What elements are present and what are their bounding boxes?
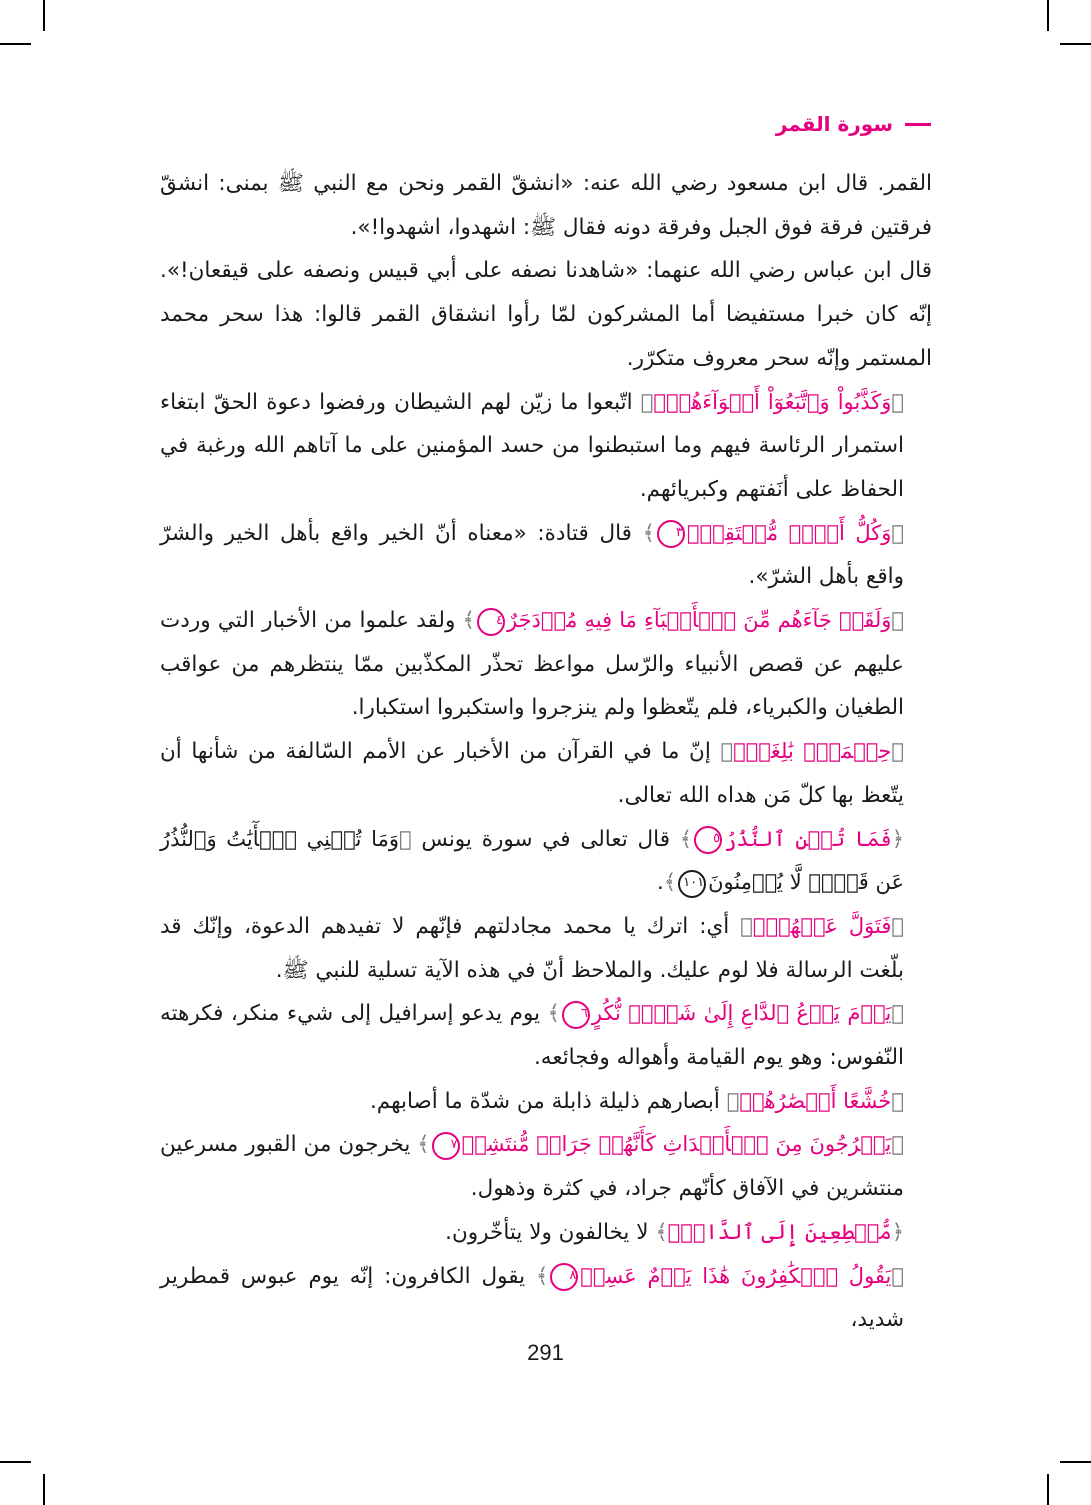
commentary-text: يوم يدعو إسرافيل إلى شيء منكر، فكرهته النّفوس: وهو يوم القيامة وأهواله وفجائعه. bbox=[160, 1001, 904, 1071]
verse-text: يَوۡمَ يَدۡعُ ٱلدَّاعِ إِلَىٰ شَيۡءٖ نُّكُرٍ bbox=[591, 1001, 892, 1026]
verse-text: يَخۡرُجُونَ مِنَ ٱلۡأَجۡدَاثِ كَأَنَّهُمۡ جَرَادٞ مُّنتَشِرٞ bbox=[461, 1132, 892, 1157]
verse-text: حِكۡمَةُۢ بَٰلِغَةٞۖ bbox=[733, 739, 892, 764]
paragraph bbox=[160, 1255, 932, 1342]
ornate-bracket-open-icon: ﴿ bbox=[891, 1219, 904, 1244]
crop-mark-top-right-vertical bbox=[1047, 0, 1049, 31]
commentary-text: قال قتادة: «معناه أنّ الخير واقع بأهل الخير والشرّ واقع بأهل الشرّ». bbox=[160, 520, 904, 590]
crop-mark-top-left-vertical bbox=[43, 0, 45, 31]
paragraph bbox=[160, 162, 932, 249]
paragraph bbox=[160, 730, 932, 817]
quran-verse bbox=[643, 521, 904, 545]
crop-mark-top-right-horizontal bbox=[1060, 43, 1091, 45]
commentary-text: قال ابن عباس رضي الله عنهما: «شاهدنا نصفه على أبي قبيس ونصفه على قيقعان!». إنّه كان خبرا مستفيضا أما المشركون لمّا رأوا انشقاق القمر قالوا: هذا سحر محمد المستمر وإنّه سحر معروف متكرّر. bbox=[160, 258, 932, 371]
ornate-bracket-close-icon: ﴾ bbox=[740, 913, 753, 938]
verse-text: خُشَّعًا أَبۡصَٰرُهُمۡ bbox=[739, 1088, 892, 1113]
ornate-bracket-open-icon: ﴿ bbox=[891, 608, 904, 633]
running-header bbox=[776, 112, 931, 136]
quran-verse bbox=[740, 914, 904, 938]
ornate-bracket-open-icon: ﴿ bbox=[891, 739, 904, 764]
quran-verse bbox=[548, 1001, 904, 1025]
ayah-number-medallion-icon: ١٠١ bbox=[678, 870, 706, 898]
header-rule bbox=[905, 123, 931, 126]
ornate-bracket-close-icon: ﴾ bbox=[720, 739, 734, 764]
commentary-text: يخرجون من القبور مسرعين منتشرين في الآفاق كأنّهم جراد، في كثرة وذهول. bbox=[160, 1132, 904, 1202]
quran-verse bbox=[680, 827, 904, 851]
paragraph bbox=[160, 992, 932, 1079]
crop-mark-bottom-left-horizontal bbox=[0, 1461, 31, 1463]
commentary-text: قال تعالى في سورة يونس bbox=[411, 826, 680, 852]
ornate-bracket-open-icon: ﴿ bbox=[891, 1088, 904, 1113]
ornate-bracket-open-icon: ﴿ bbox=[891, 1001, 905, 1026]
crop-mark-top-left-horizontal bbox=[0, 43, 31, 45]
ornate-bracket-open-icon: ﴿ bbox=[891, 913, 904, 938]
verse-text: يَقُولُ ٱلۡكَٰفِرُونَ هَٰذَا يَوۡمٌ عَسِرٞ bbox=[580, 1263, 892, 1288]
paragraph bbox=[160, 381, 932, 512]
ornate-bracket-close-icon: ﴾ bbox=[535, 1263, 549, 1288]
verse-text: فَتَوَلَّ عَنۡهُمۡۘ bbox=[752, 913, 892, 938]
ayah-number-medallion-icon: ٣ bbox=[657, 520, 685, 548]
ornate-bracket-close-icon: ﴾ bbox=[726, 1088, 740, 1113]
ornate-bracket-open-icon: ﴿ bbox=[398, 826, 412, 851]
paragraph bbox=[160, 1123, 932, 1210]
commentary-text: ولقد علموا من الأخبار التي وردت عليهم عن قصص الأنبياء والرّسل مواعظ تحذّر المكذّبين ممّا ينتظرهم من عواقب الطغيان والكبرياء، فلم يتّعظوا ولم ينزجروا واستكبروا استكبارا. bbox=[160, 608, 904, 721]
verse-text: مُّهۡطِعِينَ إِلَى ٱلدَّاعِۖ bbox=[667, 1219, 892, 1244]
quran-verse bbox=[417, 1132, 904, 1156]
ayah-number-medallion-icon: ٥ bbox=[694, 826, 722, 854]
ayah-number-medallion-icon: ٤ bbox=[477, 608, 505, 636]
verse-text: وَكُلُّ أَمۡرٖ مُّسۡتَقِرّٞ bbox=[686, 520, 892, 545]
surah-title: سورة القمر bbox=[775, 112, 893, 136]
ornate-bracket-close-icon: ﴾ bbox=[679, 826, 693, 851]
commentary-text: . bbox=[656, 870, 664, 896]
paragraph bbox=[160, 599, 932, 730]
ornate-bracket-open-icon: ﴿ bbox=[891, 1263, 904, 1288]
commentary-text: اتّبعوا ما زيّن لهم الشيطان ورفضوا دعوة الحقّ ابتغاء استمرار الرئاسة فيهم وما استبطنوا من حسد المؤمنين على ما آتاهم الله ورغبة في الحفاظ على أنَفتهم وكبريائهم. bbox=[160, 389, 904, 502]
ornate-bracket-open-icon: ﴿ bbox=[891, 389, 905, 414]
ornate-bracket-close-icon: ﴾ bbox=[663, 870, 677, 895]
ornate-bracket-close-icon: ﴾ bbox=[640, 389, 654, 414]
ornate-bracket-close-icon: ﴾ bbox=[462, 608, 475, 633]
quran-verse bbox=[641, 390, 904, 414]
crop-mark-bottom-left-vertical bbox=[43, 1474, 45, 1505]
commentary-text: أي: اترك يا محمد مجادلتهم فإنّهم لا تفيدهم الدعوة، وإنّك قد بلّغت الرسالة فلا لوم عليك. والملاحظ أنّ في هذه الآية تسلية للنبي ﷺ. bbox=[160, 913, 904, 983]
ornate-bracket-close-icon: ﴾ bbox=[547, 1001, 560, 1026]
commentary-text: أبصارهم ذليلة ذابلة من شدّة ما أصابهم. bbox=[369, 1088, 727, 1114]
verse-text: وَمَا تُغۡنِي ٱلۡأٓيَٰتُ وَٱلنُّذُرُ عَن قَوۡمٖ لَّا يُؤۡمِنُونَ bbox=[160, 826, 904, 895]
quran-verse bbox=[727, 1089, 904, 1113]
commentary-text: القمر. قال ابن مسعود رضي الله عنه: «انشقّ القمر ونحن مع النبي ﷺ بمنى: انشقّ فرقتين فرقة فوق الجبل وفرقة دونه فقال ﷺ: اشهدوا، اشهدوا!». bbox=[160, 171, 932, 240]
crop-mark-bottom-right-vertical bbox=[1047, 1474, 1049, 1505]
quran-verse bbox=[720, 739, 904, 763]
commentary-text: إنّ ما في القرآن من الأخبار عن الأمم السّالفة من شأنها أن يتّعظ بها كلّ مَن هداه الله تعالى. bbox=[160, 739, 904, 808]
commentary-body bbox=[160, 162, 932, 1342]
page-number: 291 bbox=[527, 1340, 564, 1365]
ayah-number-medallion-icon: ٦ bbox=[562, 1001, 590, 1029]
commentary-text: لا يخالفون ولا يتأخّرون. bbox=[445, 1219, 656, 1245]
commentary-text: يقول الكافرون: إنّه يوم عبوس قمطرير شديد، bbox=[160, 1263, 904, 1333]
ornate-bracket-open-icon: ﴿ bbox=[891, 520, 905, 545]
paragraph bbox=[160, 1080, 932, 1124]
verse-text: وَكَذَّبُواْ وَٱتَّبَعُوٓاْ أَهۡوَآءَهُمۡۚ bbox=[653, 389, 892, 414]
ornate-bracket-close-icon: ﴾ bbox=[642, 520, 655, 545]
ayah-number-medallion-icon: ٨ bbox=[550, 1263, 578, 1291]
verse-text: فَمَا تُغۡنِ ٱلنُّذُرُ bbox=[724, 826, 892, 851]
quran-verse bbox=[536, 1264, 904, 1288]
ornate-bracket-close-icon: ﴾ bbox=[655, 1219, 668, 1244]
ornate-bracket-open-icon: ﴿ bbox=[891, 1132, 904, 1157]
ayah-number-medallion-icon: ٧ bbox=[432, 1132, 460, 1160]
paragraph bbox=[160, 512, 932, 599]
paragraph bbox=[160, 905, 932, 992]
crop-mark-bottom-right-horizontal bbox=[1060, 1461, 1091, 1463]
ornate-bracket-open-icon: ﴿ bbox=[891, 826, 904, 851]
quran-verse bbox=[463, 608, 904, 632]
paragraph bbox=[160, 249, 932, 380]
verse-text: وَلَقَدۡ جَآءَهُم مِّنَ ٱلۡأَنۢبَآءِ مَا فِيهِ مُزۡدَجَرٌ bbox=[506, 608, 892, 633]
paragraph bbox=[160, 818, 932, 905]
paragraph bbox=[160, 1211, 932, 1255]
quran-verse bbox=[655, 1220, 904, 1244]
ornate-bracket-close-icon: ﴾ bbox=[417, 1132, 430, 1157]
